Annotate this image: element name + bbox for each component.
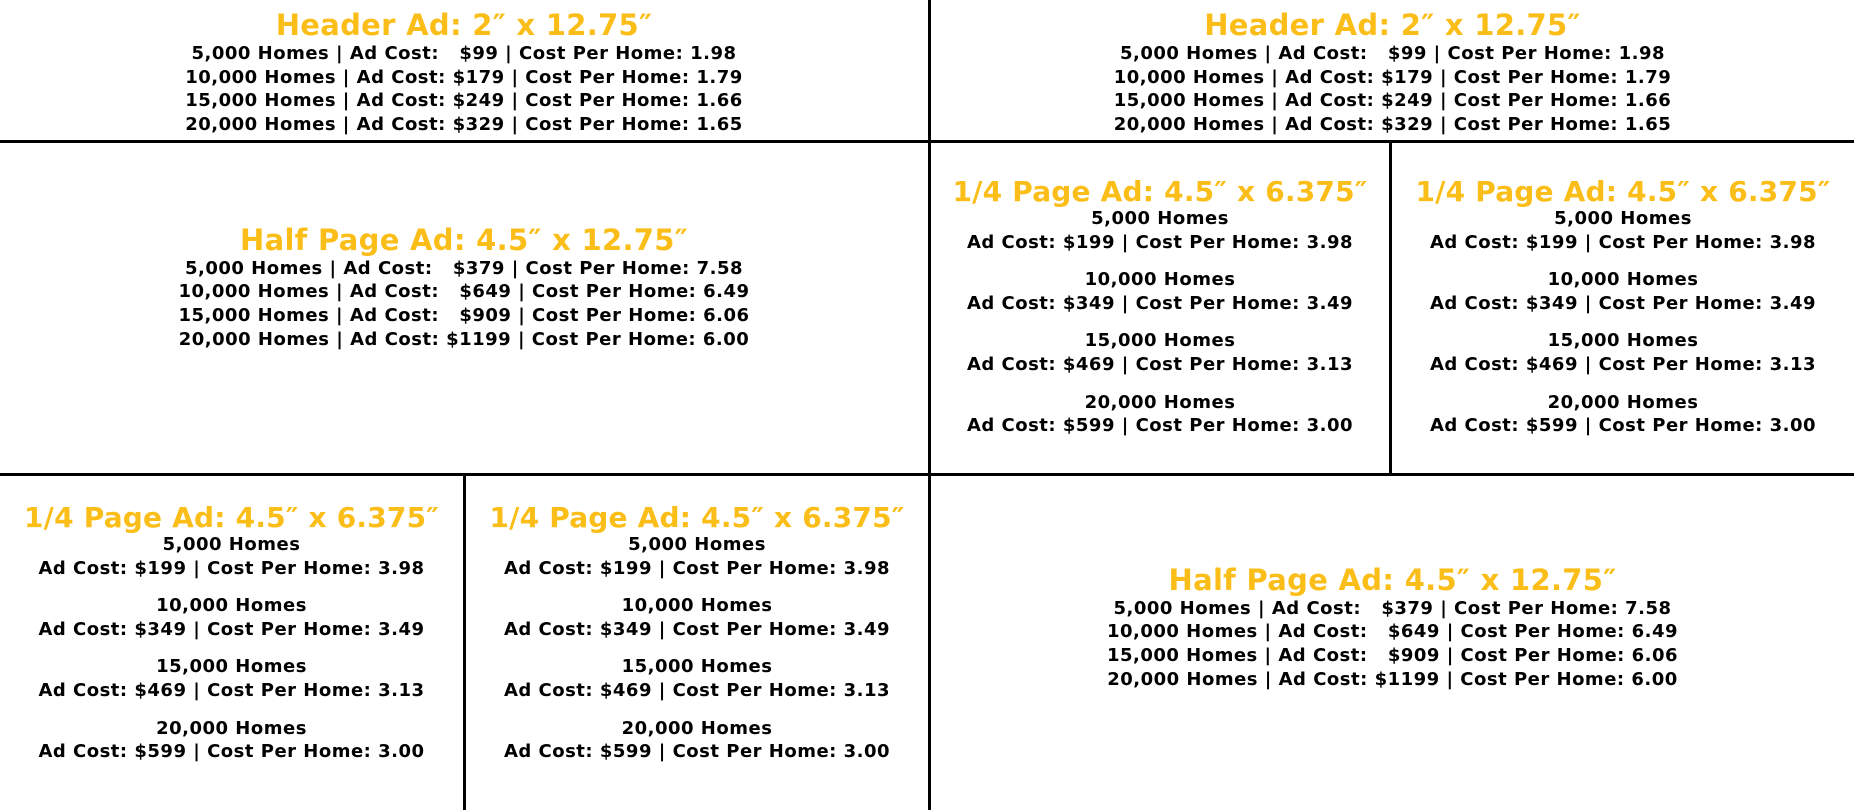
tier-pricing: Ad Cost: $349 | Cost Per Home: 3.49 [966, 292, 1354, 314]
tier-homes: 10,000 Homes [1547, 269, 1699, 291]
tier-pricing: Ad Cost: $469 | Cost Per Home: 3.13 [38, 679, 425, 701]
half-page-ad-bottom [931, 476, 1854, 810]
tier-pricing: Ad Cost: $349 | Cost Per Home: 3.49 [1429, 292, 1817, 314]
pricing-tier [1430, 329, 1816, 376]
pricing-tier [1430, 391, 1816, 438]
rate-list [38, 533, 424, 764]
tier-pricing: Ad Cost: $199 | Cost Per Home: 3.98 [966, 231, 1354, 253]
header-ad-left [0, 0, 928, 140]
pricing-tier [967, 329, 1353, 376]
rate-line: 15,000 Homes | Ad Cost: $909 | Cost Per Home: 6.06 [178, 305, 750, 326]
divider-center [928, 0, 931, 810]
rate-line: 5,000 Homes | Ad Cost: $99 | Cost Per Home: 1.98 [1119, 43, 1666, 64]
rate-line: 10,000 Homes | Ad Cost: $649 | Cost Per Home: 6.49 [178, 281, 750, 303]
rate-line: 10,000 Homes | Ad Cost: $649 | Cost Per Home: 6.49 [1106, 621, 1679, 643]
tier-pricing: Ad Cost: $199 | Cost Per Home: 3.98 [503, 557, 891, 579]
divider-row-1 [0, 140, 1854, 143]
tier-homes: 20,000 Homes [156, 717, 307, 739]
tier-homes: 10,000 Homes [156, 595, 307, 617]
pricing-tier [504, 594, 890, 641]
tier-pricing: Ad Cost: $349 | Cost Per Home: 3.49 [38, 618, 425, 640]
pricing-tier [38, 594, 424, 641]
pricing-tier [504, 655, 890, 702]
rate-line: 20,000 Homes | Ad Cost: $329 | Cost Per Home: 1.65 [185, 113, 743, 135]
tier-pricing: Ad Cost: $469 | Cost Per Home: 3.13 [1429, 353, 1817, 375]
tier-homes: 5,000 Homes [628, 534, 766, 555]
divider-row-2 [0, 473, 1854, 476]
tier-homes: 15,000 Homes [1084, 330, 1236, 352]
ad-title: Header Ad: 2″ x 12.75″ [275, 8, 653, 42]
half-page-ad-top [0, 143, 928, 473]
rate-list [1114, 42, 1672, 136]
ad-title: 1/4 Page Ad: 4.5″ x 6.375″ [1415, 175, 1831, 208]
tier-pricing: Ad Cost: $599 | Cost Per Home: 3.00 [966, 415, 1354, 437]
pricing-tier [1430, 268, 1816, 315]
rate-line: 15,000 Homes | Ad Cost: $909 | Cost Per Home: 6.06 [1106, 645, 1679, 666]
quarter-page-ad-bottom-middle [466, 476, 928, 810]
tier-homes: 10,000 Homes [1084, 269, 1236, 291]
tier-homes: 15,000 Homes [1547, 330, 1699, 352]
tier-pricing: Ad Cost: $599 | Cost Per Home: 3.00 [1429, 415, 1817, 437]
pricing-tier [504, 533, 890, 580]
rate-list [178, 257, 749, 351]
tier-homes: 5,000 Homes [1554, 208, 1692, 229]
tier-pricing: Ad Cost: $599 | Cost Per Home: 3.00 [38, 741, 425, 763]
tier-homes: 15,000 Homes [621, 656, 773, 678]
rate-line: 5,000 Homes | Ad Cost: $99 | Cost Per Home: 1.98 [191, 43, 737, 64]
tier-pricing: Ad Cost: $199 | Cost Per Home: 3.98 [38, 557, 425, 579]
rate-line: 15,000 Homes | Ad Cost: $249 | Cost Per Home: 1.66 [1113, 90, 1672, 112]
pricing-tier [504, 717, 890, 764]
quarter-page-ad-top-left [931, 143, 1389, 473]
pricing-tier [38, 655, 424, 702]
tier-pricing: Ad Cost: $469 | Cost Per Home: 3.13 [966, 353, 1354, 375]
ad-title: Half Page Ad: 4.5″ x 12.75″ [1168, 562, 1617, 597]
ad-title: 1/4 Page Ad: 4.5″ x 6.375″ [489, 501, 905, 534]
rate-list [1107, 597, 1678, 691]
header-ad-right [931, 0, 1854, 140]
rate-list [967, 207, 1353, 438]
tier-homes: 20,000 Homes [621, 717, 773, 739]
quarter-page-ad-top-right [1392, 143, 1854, 473]
rate-line: 10,000 Homes | Ad Cost: $179 | Cost Per Home: 1.79 [1113, 66, 1672, 88]
tier-pricing: Ad Cost: $349 | Cost Per Home: 3.49 [503, 618, 891, 640]
ad-title: 1/4 Page Ad: 4.5″ x 6.375″ [952, 175, 1368, 208]
pricing-tier [967, 207, 1353, 254]
tier-pricing: Ad Cost: $599 | Cost Per Home: 3.00 [503, 741, 891, 763]
pricing-tier [967, 391, 1353, 438]
ad-title: Half Page Ad: 4.5″ x 12.75″ [240, 222, 688, 257]
tier-homes: 10,000 Homes [621, 595, 773, 617]
tier-pricing: Ad Cost: $469 | Cost Per Home: 3.13 [503, 679, 891, 701]
pricing-tier [38, 717, 424, 764]
rate-line: 10,000 Homes | Ad Cost: $179 | Cost Per Home: 1.79 [185, 66, 743, 88]
rate-line: 20,000 Homes | Ad Cost: $1199 | Cost Per Home: 6.00 [1107, 668, 1678, 690]
tier-pricing: Ad Cost: $199 | Cost Per Home: 3.98 [1429, 231, 1817, 253]
divider-bottom-left [463, 473, 466, 810]
rate-list [1430, 207, 1816, 438]
tier-homes: 5,000 Homes [1091, 208, 1229, 229]
rate-list [185, 42, 743, 136]
ad-title: Header Ad: 2″ x 12.75″ [1204, 8, 1581, 42]
rate-list [504, 533, 890, 764]
rate-line: 20,000 Homes | Ad Cost: $1199 | Cost Per Home: 6.00 [178, 328, 750, 350]
rate-line: 20,000 Homes | Ad Cost: $329 | Cost Per Home: 1.65 [1113, 113, 1672, 135]
rate-line: 5,000 Homes | Ad Cost: $379 | Cost Per Home: 7.58 [1113, 597, 1672, 619]
pricing-tier [967, 268, 1353, 315]
ad-title: 1/4 Page Ad: 4.5″ x 6.375″ [24, 501, 439, 534]
tier-homes: 20,000 Homes [1547, 391, 1699, 413]
pricing-tier [1430, 207, 1816, 254]
pricing-tier [38, 533, 424, 580]
quarter-page-ad-bottom-left [0, 476, 463, 810]
rate-line: 15,000 Homes | Ad Cost: $249 | Cost Per Home: 1.66 [185, 90, 743, 112]
tier-homes: 5,000 Homes [162, 534, 301, 555]
rate-line: 5,000 Homes | Ad Cost: $379 | Cost Per Home: 7.58 [184, 257, 744, 279]
divider-top-right [1389, 140, 1392, 476]
tier-homes: 15,000 Homes [156, 656, 307, 678]
tier-homes: 20,000 Homes [1084, 391, 1236, 413]
